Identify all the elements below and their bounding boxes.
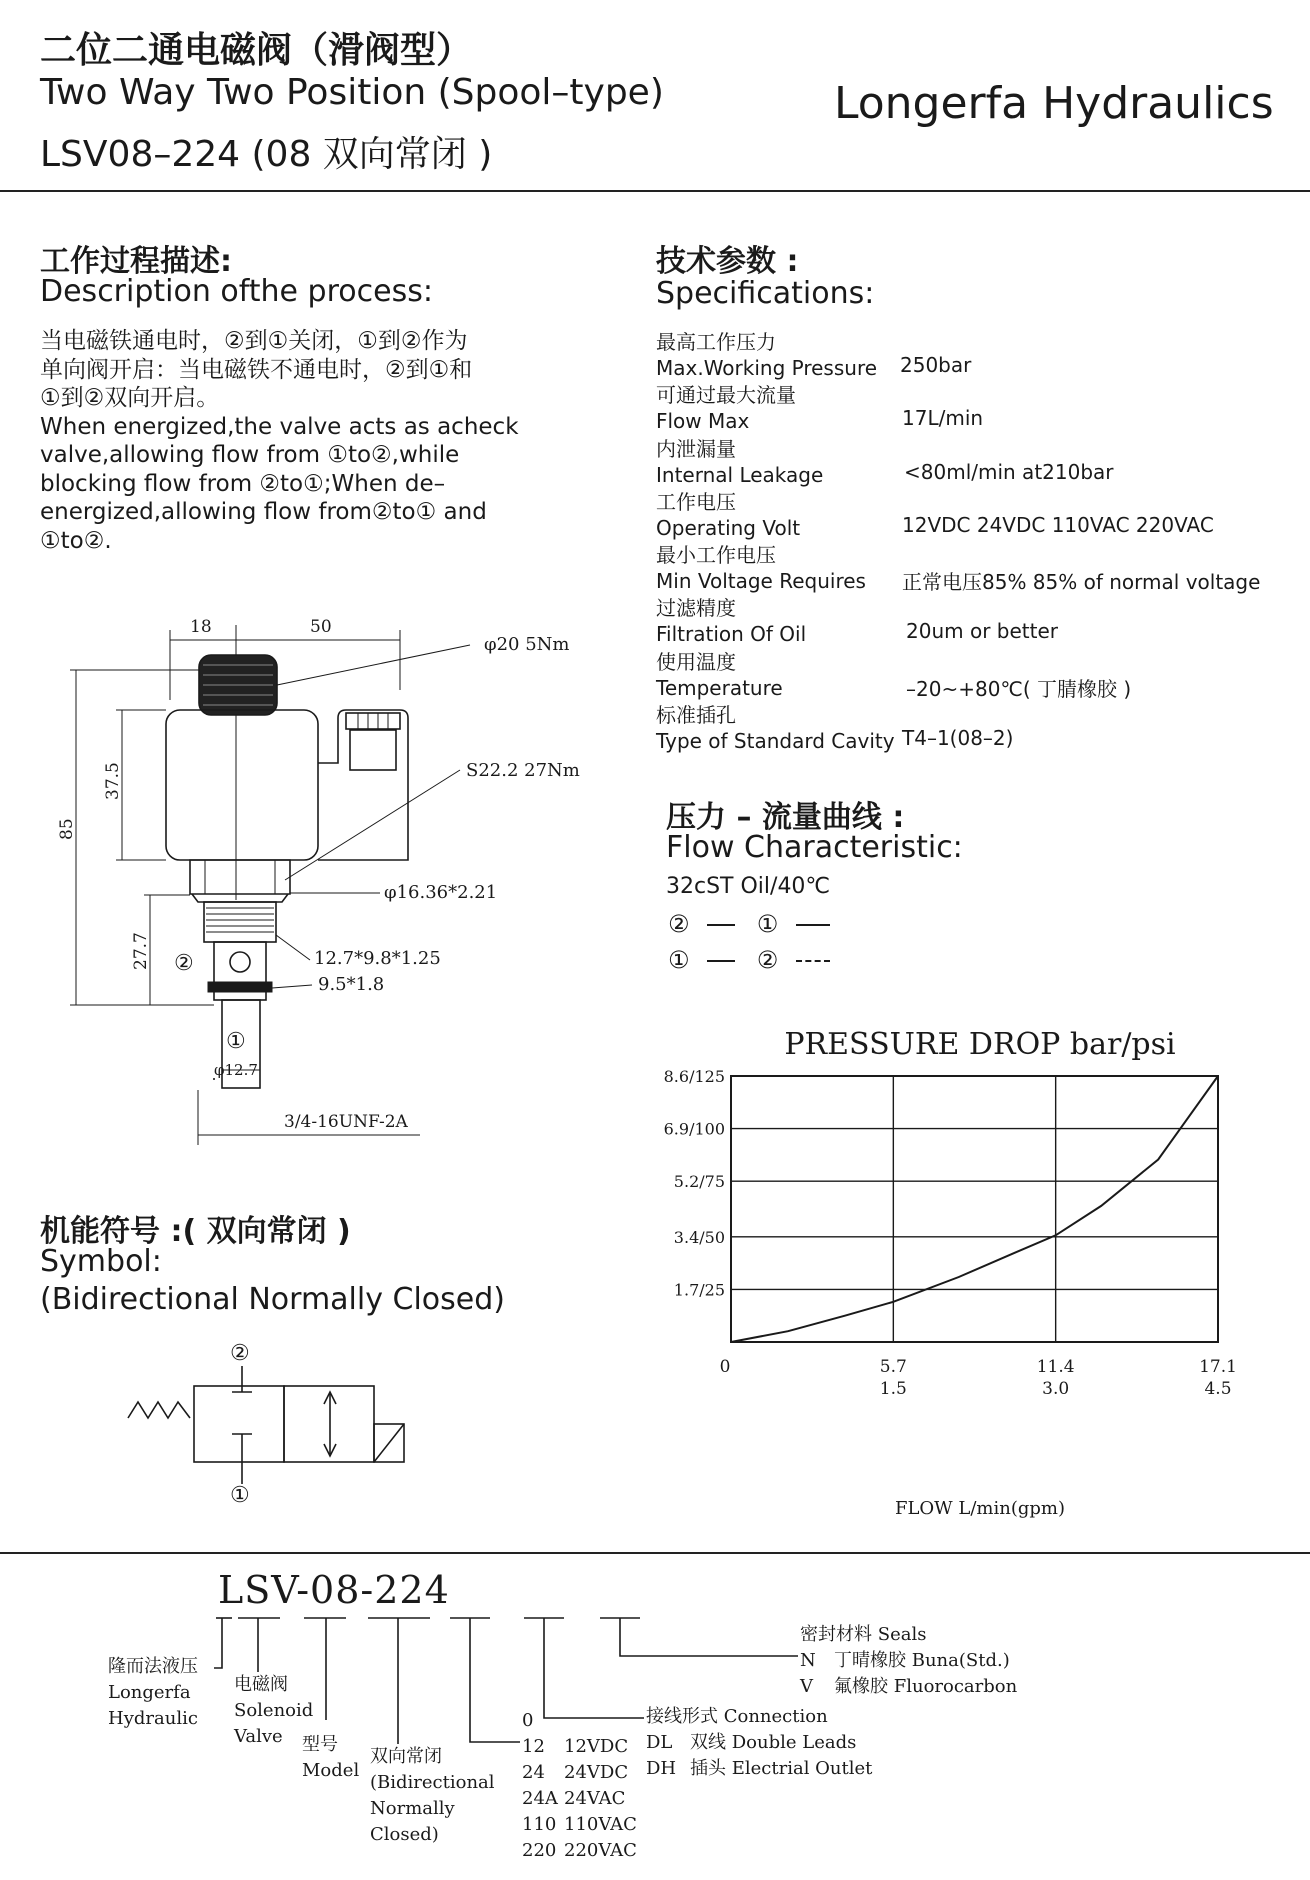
order-group-en: Normally <box>370 1798 455 1819</box>
connection-title-en: Connection <box>723 1706 828 1727</box>
y-tick-label: 6.9/100 <box>663 1119 725 1139</box>
spec-label-cn: 工作电压 <box>656 490 736 514</box>
seals-en: Buna(Std.) <box>911 1650 1010 1671</box>
x-tick-label: 17.1 <box>1199 1357 1237 1377</box>
order-group-en: Model <box>302 1760 360 1781</box>
legend-from: ① <box>668 946 690 974</box>
spec-row <box>656 326 972 380</box>
voltage-row <box>522 1708 637 1734</box>
oring-seal <box>208 982 272 992</box>
voltage-code: 0 <box>522 1710 534 1731</box>
spec-label-cn: 最高工作压力 <box>656 330 776 354</box>
title-cn: 二位二通电磁阀（滑阀型） <box>40 30 473 71</box>
seals-en: Fluorocarbon <box>893 1676 1018 1697</box>
legend-to: ① <box>756 910 779 938</box>
coil-body <box>166 710 318 860</box>
port2-label: ② <box>174 951 194 976</box>
callout-oring1: φ16.36*2.21 <box>384 882 498 903</box>
flow-oil: 32cST Oil/40℃ <box>666 874 831 899</box>
model-line: LSV08–224 (08 双向常闭 ) <box>40 134 493 175</box>
symbol-port2: ② <box>230 1341 250 1366</box>
connection-en: Electrial Outlet <box>731 1758 873 1779</box>
x-tick-label: 0 <box>719 1357 731 1377</box>
description-line: 单向阀开启：当电磁铁不通电时，②到①和 <box>40 356 473 383</box>
spec-label-en: Type of Standard Cavity <box>656 729 895 753</box>
spec-label-en: Internal Leakage <box>656 463 824 487</box>
specs-heading-en: Specifications: <box>656 276 875 311</box>
callout-hex: S22.2 27Nm <box>466 760 580 781</box>
voltage-code: 24 <box>522 1762 545 1783</box>
x-tick-label-gpm: 3.0 <box>1042 1379 1070 1399</box>
symbol-heading-en: Symbol: <box>40 1244 162 1279</box>
voltage-row <box>522 1760 637 1786</box>
x-tick-label: 5.7 <box>879 1357 907 1377</box>
spec-label-cn: 使用温度 <box>656 650 736 674</box>
spec-row <box>656 592 1058 646</box>
seals-option <box>800 1648 1017 1674</box>
dia-12-7: φ12.7 <box>214 1061 258 1079</box>
x-tick-label-gpm: 4.5 <box>1204 1379 1232 1399</box>
spec-label-cn: 标准插孔 <box>656 703 736 727</box>
dim-37-5: 37.5 <box>103 762 123 800</box>
callout-knob: φ20 5Nm <box>484 634 570 655</box>
seals-block <box>800 1622 1017 1700</box>
description-line: valve,allowing flow from ①to②,while <box>40 442 460 468</box>
order-group-model <box>302 1732 359 1784</box>
order-group-cn: 隆而法液压 <box>108 1656 198 1677</box>
legend-solid-icon <box>796 924 830 926</box>
valve-drawing <box>0 600 580 1160</box>
specs-heading-cn: 技术参数 : <box>656 244 799 279</box>
spec-value: 20um or better <box>906 619 1058 643</box>
symbol-port1: ① <box>230 1483 250 1508</box>
header-divider <box>0 190 1310 192</box>
description-line: ①到②双向开启。 <box>40 385 220 411</box>
voltage-label: 110VAC <box>564 1814 637 1835</box>
dim-18: 18 <box>190 617 212 637</box>
title-en: Two Way Two Position (Spool–type) <box>40 72 664 113</box>
order-group-function <box>370 1744 495 1848</box>
description-heading-en: Description ofthe process: <box>40 274 433 309</box>
x-tick-label: 11.4 <box>1036 1357 1075 1377</box>
spec-value: T4–1(08–2) <box>902 726 1014 750</box>
ordering-model: LSV-08-224 <box>218 1568 450 1612</box>
voltage-code: 12 <box>522 1736 545 1757</box>
x-tick-label-gpm: 1.5 <box>879 1379 907 1399</box>
chart-title: PRESSURE DROP bar/psi <box>784 1027 1176 1062</box>
flow-heading-en: Flow Characteristic: <box>666 830 963 865</box>
legend-row-2 <box>668 946 830 974</box>
description-line: ①to②. <box>40 527 112 554</box>
y-tick-label: 8.6/125 <box>663 1067 725 1086</box>
order-group-brand <box>108 1654 198 1732</box>
description-line: energized,allowing flow from②to① and <box>40 499 487 525</box>
seals-cn: 氟橡胶 <box>834 1676 888 1697</box>
seals-title-cn: 密封材料 <box>800 1624 872 1645</box>
connection-en: Double Leads <box>731 1732 857 1753</box>
order-group-en: Longerfa <box>108 1682 191 1703</box>
y-tick-label: 3.4/50 <box>673 1227 725 1247</box>
order-group-cn: 双向常闭 <box>370 1746 442 1767</box>
connection-cn: 插头 <box>690 1758 726 1779</box>
y-tick-label: 1.7/25 <box>673 1280 725 1300</box>
spec-label-en: Max.Working Pressure <box>656 356 878 380</box>
connection-title <box>646 1704 872 1730</box>
connection-code: DL <box>646 1732 673 1753</box>
seals-cn: 丁晴橡胶 <box>834 1650 906 1671</box>
connector-box <box>318 710 408 860</box>
spec-value: 17L/min <box>902 406 984 430</box>
spec-value: –20~+80℃( 丁腈橡胶 ) <box>906 677 1132 701</box>
connection-option <box>646 1730 872 1756</box>
connection-cn: 双线 <box>690 1732 726 1753</box>
brand-name: Longerfa Hydraulics <box>834 78 1274 129</box>
seals-title <box>800 1622 1017 1648</box>
flow-heading-cn: 压力 – 流量曲线 : <box>666 800 905 835</box>
voltage-code: 24A <box>522 1788 558 1809</box>
callout-thread1: 12.7*9.8*1.25 <box>314 948 441 969</box>
voltage-row <box>522 1838 637 1864</box>
description-line: blocking flow from ②to①;When de– <box>40 470 446 497</box>
ordering-divider <box>0 1552 1310 1554</box>
seals-code: V <box>800 1676 813 1697</box>
plot-frame <box>731 1076 1218 1342</box>
legend-to: ② <box>756 946 779 974</box>
chart-xlabel: FLOW L/min(gpm) <box>894 1498 1066 1519</box>
hydraulic-symbol <box>120 1334 440 1508</box>
connection-code: DH <box>646 1758 677 1779</box>
series-line <box>731 1076 1218 1342</box>
spec-row <box>656 539 1261 594</box>
voltage-row <box>522 1786 637 1812</box>
order-group-en: (Bidirectional <box>370 1772 495 1793</box>
spec-value: 12VDC 24VDC 110VAC 220VAC <box>902 513 1214 537</box>
spring-icon <box>128 1402 190 1418</box>
legend-dashed-icon <box>796 960 830 962</box>
spec-label-en: Flow Max <box>656 409 750 433</box>
order-group-en: Closed) <box>370 1824 439 1845</box>
legend-solid-icon <box>707 924 735 926</box>
port2-hole <box>230 952 250 972</box>
seals-code: N <box>800 1650 816 1671</box>
pressure-drop-chart <box>640 1020 1300 1519</box>
thread-spec: 3/4-16UNF-2A <box>284 1112 408 1132</box>
valve-box-left <box>194 1386 284 1462</box>
spec-row <box>656 433 1114 487</box>
voltage-label: 24VDC <box>564 1762 629 1783</box>
order-group-cn: 电磁阀 <box>234 1674 288 1695</box>
description-line: When energized,the valve acts as acheck <box>40 413 519 440</box>
spec-row <box>656 379 984 433</box>
legend-row-1 <box>668 910 830 938</box>
spec-label-en: Min Voltage Requires <box>656 569 866 593</box>
spec-value: 正常电压85% 85% of normal voltage <box>902 570 1261 594</box>
port1-label: ① <box>226 1029 246 1054</box>
voltage-label: 220VAC <box>564 1840 637 1861</box>
seals-title-en: Seals <box>877 1624 927 1645</box>
description-heading-cn: 工作过程描述: <box>40 244 232 279</box>
seals-option <box>800 1674 1017 1700</box>
spec-label-cn: 内泄漏量 <box>656 437 736 461</box>
voltage-codes <box>522 1708 637 1864</box>
voltage-label: 12VDC <box>564 1736 629 1757</box>
order-group-en: Valve <box>234 1726 283 1747</box>
spec-row <box>656 486 1214 540</box>
voltage-code: 110 <box>522 1814 557 1835</box>
connection-option <box>646 1756 872 1782</box>
y-tick-label: 5.2/75 <box>673 1172 725 1192</box>
dim-50: 50 <box>310 617 332 637</box>
dim-27-7: 27.7 <box>131 932 151 970</box>
spec-label-cn: 可通过最大流量 <box>656 383 796 407</box>
voltage-row <box>522 1734 637 1760</box>
voltage-label: 24VAC <box>564 1788 626 1809</box>
connection-block <box>646 1704 872 1782</box>
connection-title-cn: 接线形式 <box>646 1706 718 1727</box>
spec-label-en: Operating Volt <box>656 516 801 540</box>
valve-box-right <box>284 1386 374 1462</box>
spec-value: <80ml/min at210bar <box>904 460 1114 484</box>
symbol-subheading-en: (Bidirectional Normally Closed) <box>40 1282 505 1317</box>
spec-label-en: Temperature <box>656 676 783 700</box>
order-group-en: Solenoid <box>234 1700 314 1721</box>
legend-solid-icon <box>707 960 735 962</box>
callout-oring2: 9.5*1.8 <box>318 974 385 995</box>
order-group-cn: 型号 <box>302 1734 338 1755</box>
description-line: 当电磁铁通电时，②到①关闭，①到②作为 <box>40 328 468 354</box>
voltage-row <box>522 1812 637 1838</box>
spec-row <box>656 699 1014 753</box>
spec-row <box>656 646 1132 701</box>
voltage-code: 220 <box>522 1840 557 1861</box>
symbol-heading-cn: 机能符号 :( 双向常闭 ) <box>40 1214 351 1249</box>
description-body <box>40 327 560 555</box>
spec-label-en: Filtration Of Oil <box>656 622 807 646</box>
spec-value: 250bar <box>900 353 972 377</box>
order-group-en: Hydraulic <box>108 1708 198 1729</box>
dim-85: 85 <box>57 818 77 840</box>
spec-label-cn: 最小工作电压 <box>656 543 776 567</box>
legend-from: ② <box>668 910 690 938</box>
spec-label-cn: 过滤精度 <box>656 596 736 620</box>
